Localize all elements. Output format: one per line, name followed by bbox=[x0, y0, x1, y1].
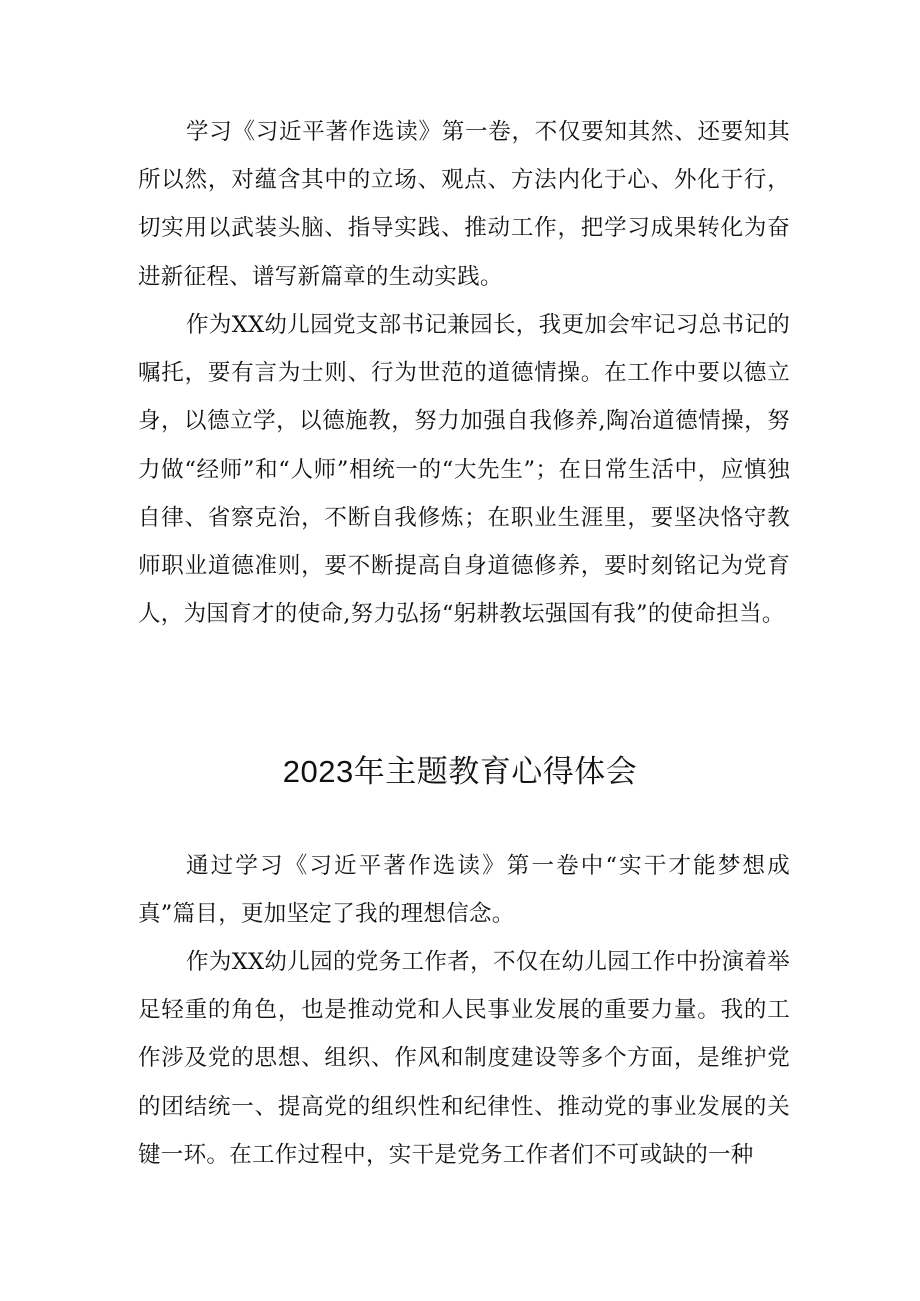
paragraph-study-intro: 学习《习近平著作选读》第一卷，不仅要知其然、还要知其所以然，对蕴含其中的立场、观点、方法内化于心、外化于行，切实用以武装头脑、指导实践、推动工作，把学习成果转化为奋进新征程、谱写新篇章的生动实践。 bbox=[138, 119, 790, 290]
paragraph-party-worker: 作为XX幼儿园的党务工作者，不仅在幼儿园工作中扮演着举足轻重的角色，也是推动党和人民事业发展的重要力量。我的工作涉及党的思想、组织、作风和制度建设等多个方面，是维护党的团结统一、提高党的组织性和纪律性、推动党的事业发展的关键一环。在工作过程中，实干是党务工作者们不可或缺的一种 bbox=[138, 949, 790, 1168]
paragraph-principal-role: 作为XX幼儿园党支部书记兼园长，我更加会牢记习总书记的嘱托，要有言为士则、行为世范的道德情操。在工作中要以德立身，以德立学，以德施教，努力加强自我修养,陶冶道德情操，努力做“经师”和“人师”相统一的“大先生”；在日常生活中，应慎独自律、省察克治，不断自我修炼；在职业生涯里，要坚决恪守教师职业道德准则，要不断提高自身道德修养，要时刻铭记为党育人，为国育才的使命,努力弘扬“躬耕教坛强国有我”的使命担当。 bbox=[138, 312, 790, 628]
paragraph-ideal-belief: 通过学习《习近平著作选读》第一卷中“实干才能梦想成真”篇目，更加坚定了我的理想信念。 bbox=[138, 853, 790, 928]
section-title: 2023年主题教育心得体会 bbox=[282, 754, 638, 789]
